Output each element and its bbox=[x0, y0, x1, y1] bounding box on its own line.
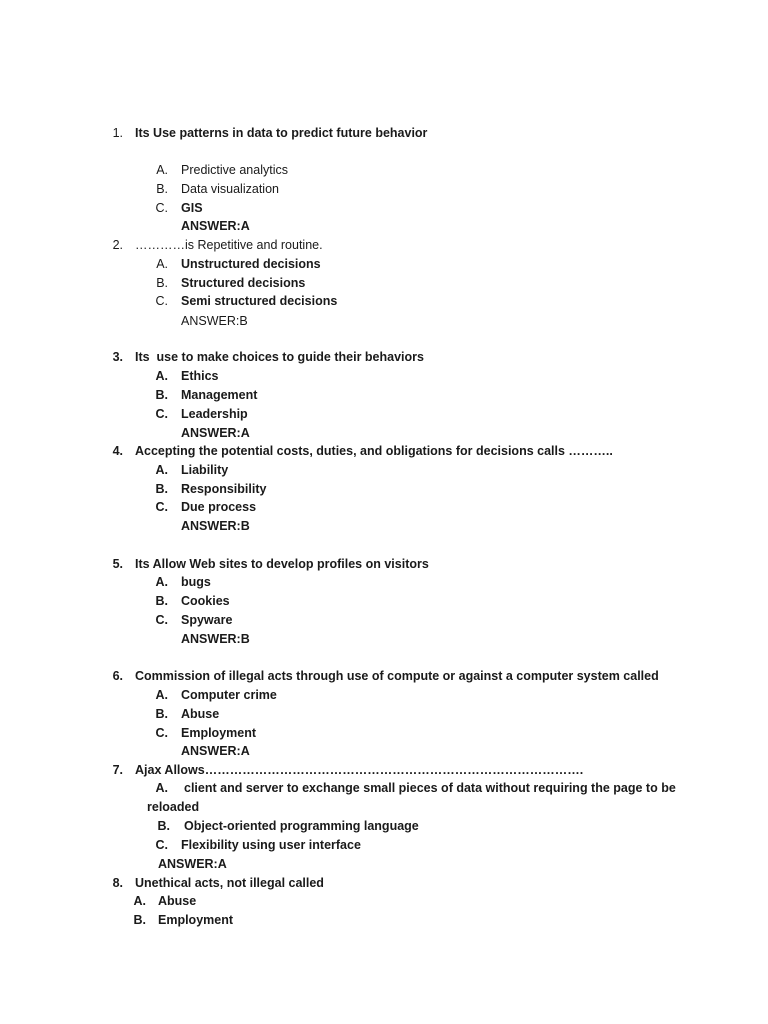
q7-option-c-text: Flexibility using user interface bbox=[181, 838, 361, 852]
q4-option-b-text: Responsibility bbox=[181, 482, 267, 496]
q7-option-a-continuation: reloaded bbox=[147, 800, 200, 814]
q5-option-c-text: Spyware bbox=[181, 613, 233, 627]
question-1-number: 1. bbox=[112, 126, 123, 140]
q1-option-a-text: Predictive analytics bbox=[181, 163, 288, 177]
question-4-number: 4. bbox=[112, 444, 123, 458]
q3-answer: ANSWER:A bbox=[181, 426, 250, 440]
q5-option-b-letter: B. bbox=[155, 594, 168, 608]
question-1-text: Its Use patterns in data to predict future behavior bbox=[135, 126, 428, 140]
q6-option-c-letter: C. bbox=[155, 726, 168, 740]
q8-option-b-text: Employment bbox=[158, 913, 234, 927]
q7-option-a-text: client and server to exchange small pieces of data without requiring the page to be bbox=[184, 781, 676, 795]
q7-option-b-text: Object-oriented programming language bbox=[184, 819, 419, 833]
q4-answer: ANSWER:B bbox=[181, 519, 250, 533]
q4-option-a-letter: A. bbox=[155, 463, 168, 477]
q2-option-c-letter: C. bbox=[155, 294, 168, 308]
q2-option-c-text: Semi structured decisions bbox=[181, 294, 338, 308]
q5-option-b-text: Cookies bbox=[181, 594, 230, 608]
q7-option-a-letter: A. bbox=[155, 781, 168, 795]
q2-option-a-text: Unstructured decisions bbox=[181, 257, 321, 271]
question-2-text: …………is Repetitive and routine. bbox=[135, 238, 323, 252]
q3-option-b-text: Management bbox=[181, 388, 258, 402]
question-5-text: Its Allow Web sites to develop profiles on visitors bbox=[135, 557, 429, 571]
question-7-number: 7. bbox=[112, 763, 123, 777]
q8-option-a-letter: A. bbox=[133, 894, 146, 908]
q6-option-a-text: Computer crime bbox=[181, 688, 277, 702]
q4-option-b-letter: B. bbox=[155, 482, 168, 496]
q7-option-c-letter: C. bbox=[155, 838, 168, 852]
q3-option-c-text: Leadership bbox=[181, 407, 248, 421]
q1-option-a-letter: A. bbox=[156, 163, 168, 177]
q6-option-a-letter: A. bbox=[155, 688, 168, 702]
question-6-text: Commission of illegal acts through use of compute or against a computer system called bbox=[135, 669, 659, 683]
question-3-number: 3. bbox=[112, 350, 123, 364]
question-2-number: 2. bbox=[112, 238, 123, 252]
q1-option-c-letter: C. bbox=[155, 201, 168, 215]
q7-answer: ANSWER:A bbox=[158, 857, 227, 871]
q8-option-b-letter: B. bbox=[133, 913, 146, 927]
question-8-number: 8. bbox=[112, 876, 123, 890]
q5-option-c-letter: C. bbox=[155, 613, 168, 627]
q6-option-b-letter: B. bbox=[155, 707, 168, 721]
q2-option-a-letter: A. bbox=[156, 257, 168, 271]
question-8-text: Unethical acts, not illegal called bbox=[135, 876, 324, 890]
q4-option-c-letter: C. bbox=[155, 500, 168, 514]
q8-option-a-text: Abuse bbox=[158, 894, 197, 908]
q1-option-b-text: Data visualization bbox=[181, 182, 279, 196]
q5-option-a-letter: A. bbox=[155, 575, 168, 589]
q3-option-a-letter: A. bbox=[155, 369, 168, 383]
q5-answer: ANSWER:B bbox=[181, 632, 250, 646]
q7-option-b-letter: B. bbox=[157, 819, 170, 833]
q1-option-c-text: GIS bbox=[181, 201, 203, 215]
q4-option-a-text: Liability bbox=[181, 463, 229, 477]
q3-option-b-letter: B. bbox=[155, 388, 168, 402]
q3-option-c-letter: C. bbox=[155, 407, 168, 421]
q6-option-c-text: Employment bbox=[181, 726, 257, 740]
q1-answer: ANSWER:A bbox=[181, 219, 250, 233]
q6-option-b-text: Abuse bbox=[181, 707, 220, 721]
question-6-number: 6. bbox=[112, 669, 123, 683]
question-4-text: Accepting the potential costs, duties, and obligations for decisions calls ……….. bbox=[135, 444, 613, 458]
q5-option-a-text: bugs bbox=[181, 575, 211, 589]
q1-option-b-letter: B. bbox=[156, 182, 168, 196]
question-5-number: 5. bbox=[112, 557, 123, 571]
q4-option-c-text: Due process bbox=[181, 500, 257, 514]
q6-answer: ANSWER:A bbox=[181, 744, 250, 758]
q3-option-a-text: Ethics bbox=[181, 369, 219, 383]
q2-option-b-text: Structured decisions bbox=[181, 276, 306, 290]
question-7-text: Ajax Allows………………………………………………………………………………. bbox=[135, 763, 584, 777]
q2-option-b-letter: B. bbox=[156, 276, 168, 290]
question-3-text: Its use to make choices to guide their behaviors bbox=[135, 350, 424, 364]
q2-answer: ANSWER:B bbox=[181, 314, 248, 328]
